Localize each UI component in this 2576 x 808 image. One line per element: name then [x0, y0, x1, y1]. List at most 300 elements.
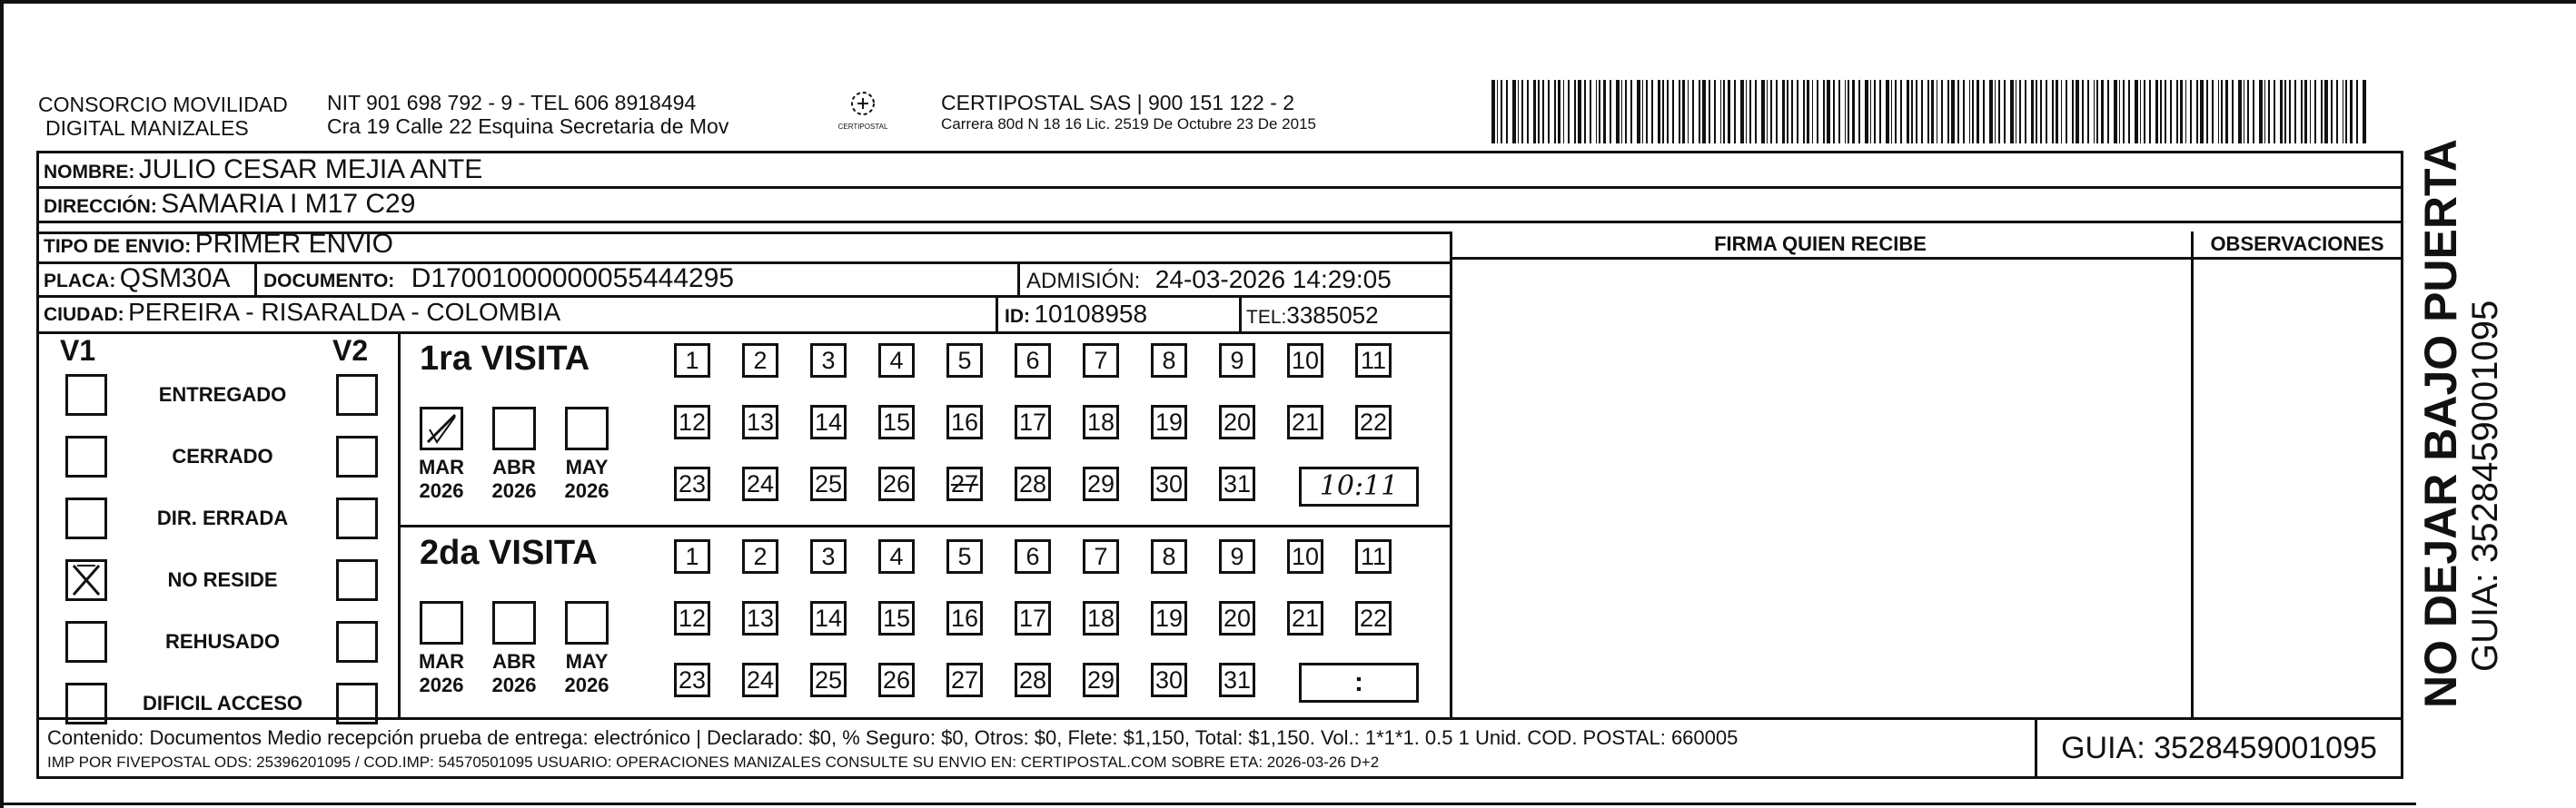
v1-checkbox[interactable] [65, 498, 107, 539]
barcode-bar [2149, 80, 2151, 143]
day-box[interactable]: 19 [1151, 405, 1187, 439]
barcode-bar [2019, 80, 2021, 143]
status-label: NO RESIDE [167, 568, 278, 591]
barcode-bar [1590, 80, 1591, 143]
barcode-bar [2114, 80, 2117, 143]
barcode-bar [1548, 80, 1550, 143]
id-field [1005, 300, 1147, 329]
logo-icon [845, 89, 881, 118]
day-box[interactable]: 21 [1287, 601, 1323, 636]
company-name [38, 93, 288, 140]
company-info [327, 91, 728, 138]
day-box[interactable]: 7 [1083, 343, 1119, 378]
barcode-bar [1642, 80, 1643, 143]
barcode-bar [2294, 80, 2296, 143]
barcode-bar [2345, 80, 2347, 143]
day-box[interactable]: 11 [1355, 539, 1392, 574]
barcode-bar [1651, 80, 1653, 143]
address-line: Cra 19 Calle 22 Esquina Secretaria de Mov [327, 114, 729, 138]
barcode-bar [1497, 80, 1498, 143]
documento-value: D17001000000055444295 [411, 263, 735, 293]
barcode-bar [1927, 80, 1929, 143]
month-year: 2026 [564, 674, 609, 696]
barcode-bar [1723, 80, 1725, 143]
barcode-bar [2004, 80, 2006, 143]
day-box[interactable]: 18 [1083, 601, 1119, 636]
row-line-4 [36, 261, 1450, 264]
v1-checkbox[interactable] [65, 621, 107, 663]
day-box[interactable]: 13 [742, 405, 778, 439]
barcode-bar [1610, 80, 1611, 143]
day-box[interactable]: 31 [1219, 467, 1255, 501]
day-box[interactable]: 8 [1151, 343, 1187, 378]
barcode-bar [1886, 80, 1889, 143]
ciudad-label: CIUDAD: [44, 304, 124, 325]
visit1-time-box[interactable] [1299, 467, 1419, 507]
barcode-bar [1538, 80, 1540, 143]
barcode-bar [2046, 80, 2047, 143]
barcode-bar [1709, 80, 1710, 143]
month-checkbox-mar[interactable] [420, 407, 463, 450]
day-box[interactable]: 17 [1015, 601, 1051, 636]
barcode-bar [1823, 80, 1825, 143]
v2-checkbox[interactable] [336, 683, 378, 724]
month-label [485, 456, 543, 503]
barcode-bar [1787, 80, 1788, 143]
side-guia: GUIA: 3528459001095 [2465, 300, 2505, 672]
footer-line [36, 717, 2403, 720]
barcode-bar [1667, 80, 1669, 143]
barcode-bar [2155, 80, 2158, 143]
scan-top-edge [0, 0, 2576, 4]
barcode-bar [2253, 80, 2254, 143]
month-checkbox-abr[interactable] [492, 407, 536, 450]
barcode-bar [1895, 80, 1897, 143]
barcode-bar [1921, 80, 1923, 143]
day-box[interactable]: 10 [1287, 343, 1323, 378]
barcode-bar [1931, 80, 1934, 143]
barcode-bar [2284, 80, 2286, 143]
day-box[interactable]: 14 [810, 405, 847, 439]
barcode-bar [1630, 80, 1632, 143]
barcode-bar [1740, 80, 1744, 143]
barcode-bar [2190, 80, 2192, 143]
day-box[interactable]: 4 [878, 539, 915, 574]
month-label [412, 650, 471, 697]
month-checkbox-may[interactable] [565, 407, 609, 450]
barcode-bar [2072, 80, 2074, 143]
day-box[interactable]: 28 [1015, 663, 1051, 697]
day-box[interactable]: 2 [742, 539, 778, 574]
barcode-bar [2331, 80, 2333, 143]
tipo-label: TIPO DE ENVIO: [44, 236, 192, 257]
month-checkbox-may[interactable] [565, 601, 609, 645]
tel-divider [1239, 295, 1242, 331]
barcode-bar [1518, 80, 1519, 143]
day-box[interactable]: 10 [1287, 539, 1323, 574]
barcode-bar [2135, 80, 2138, 143]
ciudad-field [44, 298, 560, 327]
barcode-bar [2031, 80, 2034, 143]
v1-label: V1 [60, 334, 96, 367]
visit2-time-box[interactable] [1299, 663, 1419, 703]
check-mark-icon [68, 562, 104, 598]
barcode-bar [1621, 80, 1622, 143]
barcode-bar [1972, 80, 1974, 143]
day-box[interactable]: 29 [1083, 663, 1119, 697]
barcode-bar [1791, 80, 1793, 143]
nit-line: NIT 901 698 792 - 9 - TEL 606 8918494 [327, 91, 697, 114]
barcode-bar [1554, 80, 1556, 143]
barcode-bar [2140, 80, 2141, 143]
barcode-bar [1998, 80, 2000, 143]
barcode-bar [1568, 80, 1570, 143]
barcode-bar [1521, 80, 1523, 143]
side-text [2415, 139, 2571, 708]
barcode-bar [1662, 80, 1664, 143]
barcode-bar [1542, 80, 1544, 143]
barcode-bar [2040, 80, 2042, 143]
day-box[interactable]: 23 [674, 663, 710, 697]
day-box[interactable]: 16 [946, 601, 983, 636]
barcode-bar [1755, 80, 1757, 143]
day-box[interactable]: 12 [674, 405, 710, 439]
day-box[interactable]: 30 [1151, 467, 1187, 501]
barcode-bar [1916, 80, 1917, 143]
barcode-bar [2066, 80, 2067, 143]
barcode-bar [1879, 80, 1881, 143]
barcode-bar [1891, 80, 1892, 143]
barcode-bar [1672, 80, 1674, 143]
month-label [485, 650, 543, 697]
day-box[interactable]: 7 [1083, 539, 1119, 574]
barcode-bar [2274, 80, 2275, 143]
barcode-bar [2056, 80, 2058, 143]
tel-field [1246, 301, 1379, 330]
barcode-bar [2185, 80, 2186, 143]
day-box[interactable]: 8 [1151, 539, 1187, 574]
month-name: MAY [565, 456, 609, 478]
barcode-bar [1506, 80, 1508, 143]
barcode-bar [2363, 80, 2366, 143]
row-line-col-header [1450, 257, 2403, 260]
v1-checkbox[interactable] [65, 559, 107, 601]
month-label [412, 456, 471, 503]
day-box[interactable]: 19 [1151, 601, 1187, 636]
nombre-value: JULIO CESAR MEJIA ANTE [138, 154, 483, 184]
day-box[interactable]: 17 [1015, 405, 1051, 439]
month-year: 2026 [491, 674, 537, 696]
side-warning: NO DEJAR BAJO PUERTA [2415, 139, 2466, 708]
nombre-row [44, 154, 482, 185]
barcode-bar [1512, 80, 1516, 143]
day-box[interactable]: 18 [1083, 405, 1119, 439]
day-box[interactable]: 30 [1151, 663, 1187, 697]
day-box[interactable]: 9 [1219, 343, 1255, 378]
barcode-bar [2200, 80, 2204, 143]
barcode-bar [2212, 80, 2214, 143]
barcode-bar [2196, 80, 2198, 143]
status-label: ENTREGADO [158, 383, 287, 406]
barcode-bar [2036, 80, 2037, 143]
day-box[interactable]: 31 [1219, 663, 1255, 697]
tipo-row [44, 229, 393, 260]
barcode-bar [1728, 80, 1730, 143]
v2-label: V2 [332, 334, 369, 367]
barcode-bar [1688, 80, 1689, 143]
barcode-bar [1746, 80, 1747, 143]
barcode-bar [2170, 80, 2172, 143]
visit2-title: 2da VISITA [420, 534, 598, 572]
tipo-value: PRIMER ENVIO [194, 229, 394, 259]
month-year: 2026 [564, 479, 609, 502]
barcode-bar [1679, 80, 1680, 143]
barcode-bar [2082, 80, 2084, 143]
firma-left-line [1450, 232, 1452, 717]
day-box[interactable]: 15 [878, 601, 915, 636]
day-box[interactable]: 20 [1219, 405, 1255, 439]
barcode-bar [2264, 80, 2265, 143]
month-name: MAY [565, 650, 609, 673]
firma-header: FIRMA QUIEN RECIBE [1714, 232, 1927, 255]
v1-checkbox[interactable] [65, 374, 107, 416]
placa-value: QSM30A [119, 263, 231, 293]
barcode-bar [1995, 80, 1996, 143]
barcode-bar [1720, 80, 1721, 143]
barcode-bar [2336, 80, 2338, 143]
barcode-bar [2180, 80, 2183, 143]
barcode-bar [2324, 80, 2328, 143]
status-label: CERRADO [172, 445, 273, 468]
day-box[interactable]: 2 [742, 343, 778, 378]
barcode-bar [1951, 80, 1955, 143]
barcode-bar [1533, 80, 1536, 143]
v2-checkbox[interactable] [336, 436, 378, 478]
day-box[interactable]: 21 [1287, 405, 1323, 439]
barcode-bar [2128, 80, 2130, 143]
direccion-label: DIRECCIÓN: [44, 196, 157, 217]
day-box[interactable]: 24 [742, 467, 778, 501]
day-box[interactable]: 11 [1355, 343, 1392, 378]
day-box[interactable]: 4 [878, 343, 915, 378]
visit1-title: 1ra VISITA [420, 340, 590, 378]
barcode-bar [2350, 80, 2353, 143]
barcode-bar [1941, 80, 1943, 143]
barcode-bar [1574, 80, 1576, 143]
barcode-bar [2076, 80, 2079, 143]
barcode-bar [1852, 80, 1855, 143]
time-handwritten: 10:11 [1319, 470, 1399, 502]
day-box[interactable]: 1 [674, 539, 710, 574]
barcode-bar [1874, 80, 1876, 143]
scan-left-edge [0, 0, 4, 808]
barcode-bar [1584, 80, 1586, 143]
barcode-bar [1858, 80, 1860, 143]
barcode-bar [1911, 80, 1913, 143]
barcode-bar [2107, 80, 2109, 143]
barcode-bar [1702, 80, 1706, 143]
day-box[interactable]: 9 [1219, 539, 1255, 574]
barcode-bar [2356, 80, 2358, 143]
barcode-bar [1527, 80, 1529, 143]
month-label [558, 650, 616, 697]
barcode-bar [1812, 80, 1813, 143]
day-box[interactable]: 24 [742, 663, 778, 697]
month-year: 2026 [419, 674, 464, 696]
day-box[interactable]: 15 [878, 405, 915, 439]
v1-checkbox[interactable] [65, 436, 107, 478]
day-box[interactable]: 12 [674, 601, 710, 636]
barcode-bar [1599, 80, 1600, 143]
v1-checkbox[interactable] [65, 683, 107, 724]
day-box[interactable]: 23 [674, 467, 710, 501]
row-line-6 [36, 331, 1450, 334]
v2-checkbox[interactable] [336, 559, 378, 601]
barcode-bar [1776, 80, 1778, 143]
day-box[interactable]: 26 [878, 663, 915, 697]
barcode-bar [2221, 80, 2223, 143]
barcode-bar [2025, 80, 2026, 143]
ciudad-value: PEREIRA - RISARALDA - COLOMBIA [128, 298, 561, 326]
month-checkbox-abr[interactable] [492, 601, 536, 645]
day-box[interactable]: 3 [810, 343, 847, 378]
v2-checkbox[interactable] [336, 621, 378, 663]
barcode-bar [2238, 80, 2242, 143]
month-name: ABR [492, 650, 536, 673]
barcode-bar [1658, 80, 1660, 143]
day-box[interactable]: 26 [878, 467, 915, 501]
v2-checkbox[interactable] [336, 498, 378, 539]
barcode-bar [1963, 80, 1965, 143]
status-label: DIR. ERRADA [156, 507, 289, 529]
documento-field [263, 263, 734, 294]
barcode-bar [1734, 80, 1736, 143]
day-box[interactable]: 22 [1355, 405, 1392, 439]
barcode-bar [2087, 80, 2089, 143]
id-value: 10108958 [1034, 300, 1148, 328]
barcode-bar [1699, 80, 1700, 143]
month-year: 2026 [419, 479, 464, 502]
barcode-bar [1989, 80, 1993, 143]
day-box[interactable]: 25 [810, 663, 847, 697]
placa-label: PLACA: [44, 271, 116, 291]
barcode-bar [2123, 80, 2125, 143]
barcode-bar [1870, 80, 1871, 143]
day-box[interactable]: 14 [810, 601, 847, 636]
placa-divider [254, 261, 257, 295]
tel-value: 3385052 [1286, 301, 1379, 329]
barcode [1491, 80, 2369, 143]
day-box[interactable]: 22 [1355, 601, 1392, 636]
barcode-bar [2289, 80, 2291, 143]
day-box[interactable]: 6 [1015, 539, 1051, 574]
day-box[interactable]: 5 [946, 539, 983, 574]
barcode-bar [1833, 80, 1835, 143]
barcode-bar [2010, 80, 2014, 143]
admision-divider [1017, 261, 1020, 295]
barcode-bar [2259, 80, 2263, 143]
barcode-bar [2321, 80, 2323, 143]
barcode-bar [1900, 80, 1902, 143]
barcode-bar [1807, 80, 1809, 143]
barcode-bar [1838, 80, 1840, 143]
check-mark-icon [422, 409, 461, 448]
obs-left-line [2191, 232, 2194, 717]
month-name: MAR [418, 456, 465, 478]
barcode-bar [1770, 80, 1772, 143]
direccion-value: SAMARIA I M17 C29 [161, 189, 416, 219]
v2-checkbox[interactable] [336, 374, 378, 416]
barcode-bar [2101, 80, 2104, 143]
day-box[interactable]: 6 [1015, 343, 1051, 378]
barcode-bar [1797, 80, 1798, 143]
barcode-bar [1827, 80, 1830, 143]
barcode-bar [2165, 80, 2166, 143]
barcode-bar [2096, 80, 2098, 143]
day-box[interactable]: 20 [1219, 601, 1255, 636]
barcode-bar [1714, 80, 1716, 143]
barcode-bar [2314, 80, 2316, 143]
barcode-bar [1969, 80, 1970, 143]
day-box[interactable]: 25 [810, 467, 847, 501]
barcode-bar [1947, 80, 1949, 143]
barcode-bar [1491, 80, 1495, 143]
company-name-line2: DIGITAL MANIZALES [45, 116, 249, 140]
barcode-bar [1749, 80, 1751, 143]
day-box[interactable]: 16 [946, 405, 983, 439]
month-checkbox-mar[interactable] [420, 601, 463, 645]
barcode-bar [1782, 80, 1785, 143]
barcode-bar [1692, 80, 1694, 143]
day-box[interactable]: 5 [946, 343, 983, 378]
admision-value: 24-03-2026 14:29:05 [1154, 265, 1392, 293]
barcode-bar [2160, 80, 2162, 143]
day-box[interactable]: 28 [1015, 467, 1051, 501]
row-line-2 [36, 221, 2403, 223]
barcode-bar [1907, 80, 1909, 143]
nombre-label: NOMBRE: [44, 162, 135, 182]
day-box[interactable]: 27 [946, 467, 983, 501]
month-label [558, 456, 616, 503]
month-name: ABR [492, 456, 536, 478]
day-box[interactable]: 13 [742, 601, 778, 636]
day-box[interactable]: 29 [1083, 467, 1119, 501]
status-label: DIFICIL ACCESO [142, 692, 302, 714]
courier-address: Carrera 80d N 18 16 Lic. 2519 De Octubre 23 De 2015 [941, 115, 1316, 133]
day-box[interactable]: 27 [946, 663, 983, 697]
barcode-bar [1682, 80, 1685, 143]
barcode-bar [2304, 80, 2307, 143]
barcode-bar [1578, 80, 1581, 143]
logo-text: CERTIPOSTAL [837, 123, 888, 131]
barcode-bar [2232, 80, 2234, 143]
barcode-bar [2280, 80, 2283, 143]
id-label: ID: [1005, 306, 1030, 327]
observaciones-header: OBSERVACIONES [2210, 232, 2384, 255]
barcode-bar [1848, 80, 1849, 143]
barcode-bar [1761, 80, 1765, 143]
day-box[interactable]: 1 [674, 343, 710, 378]
footer-contenido: Contenido: Documentos Medio recepción prueba de entrega: electrónico | Declarado: $0, % Seguro: $0, Otros: $0, Flete: $1,150, Total: $1,150. Vol.: 1*1*1. 0.5 1 Unid. COD. POSTAL: 660005 [47, 726, 1739, 749]
time-placeholder: : [1354, 667, 1363, 697]
barcode-bar [1977, 80, 1979, 143]
barcode-bar [2206, 80, 2208, 143]
day-box[interactable]: 3 [810, 539, 847, 574]
barcode-bar [1603, 80, 1606, 143]
barcode-bar [1817, 80, 1818, 143]
company-name-line1: CONSORCIO MOVILIDAD [38, 93, 288, 116]
barcode-bar [2119, 80, 2120, 143]
